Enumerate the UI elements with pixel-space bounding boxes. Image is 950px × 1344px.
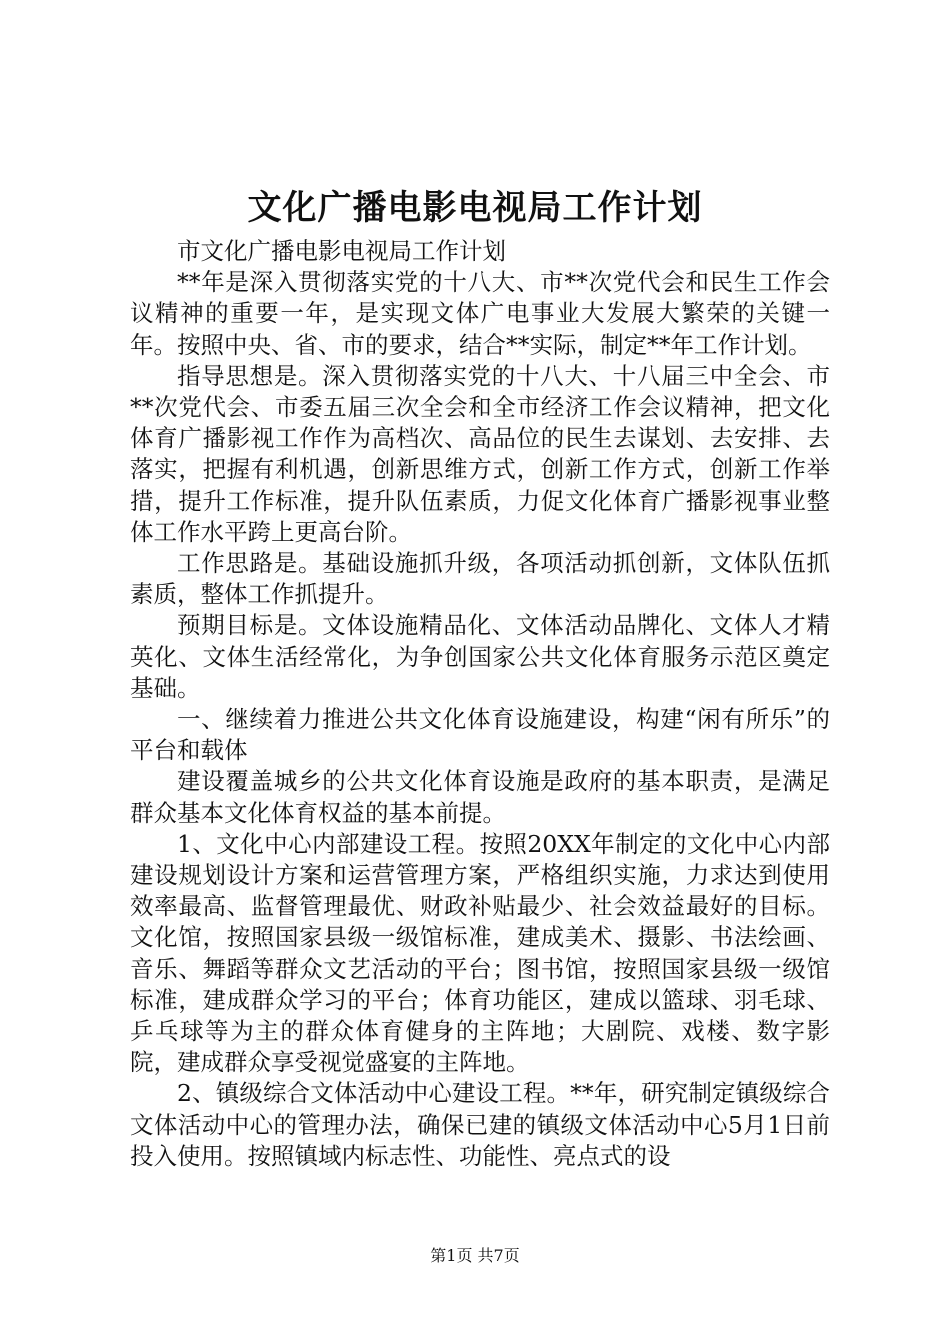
paragraph-section-1-intro: 建设覆盖城乡的公共文化体育设施是政府的基本职责，是满足群众基本文化体育权益的基本前提。 — [130, 767, 830, 827]
paragraph-item-2: 2、镇级综合文体活动中心建设工程。**年，研究制定镇级综合文体活动中心的管理办法，确保已建的镇级文体活动中心5月1日前投入使用。按照镇域内标志性、功能性、亮点式的设 — [130, 1079, 830, 1170]
paragraph-guiding-ideology: 指导思想是。深入贯彻落实党的十八大、十八届三中全会、市**次党代会、市委五届三次全会和全市经济工作会议精神，把文化体育广播影视工作作为高档次、高品位的民生去谋划、去安排、去落实，把握有利机遇，创新思维方式，创新工作方式，创新工作举措，提升工作标准，提升队伍素质，力促文化体育广播影视事业整体工作水平跨上更高台阶。 — [130, 361, 830, 546]
paragraph-expected-goals: 预期目标是。文体设施精品化、文体活动品牌化、文体人才精英化、文体生活经常化，为争创国家公共文化体育服务示范区奠定基础。 — [130, 611, 830, 702]
page-number-footer: 第1页 共7页 — [430, 1246, 520, 1265]
paragraph-work-approach: 工作思路是。基础设施抓升级，各项活动抓创新，文体队伍抓素质，整体工作抓提升。 — [130, 549, 830, 609]
paragraph-subtitle: 市文化广播电影电视局工作计划 — [177, 237, 506, 265]
section-heading-1: 一、继续着力推进公共文化体育设施建设，构建“闲有所乐”的平台和载体 — [130, 705, 830, 765]
document-title: 文化广播电影电视局工作计划 — [247, 188, 703, 228]
paragraph-item-1: 1、文化中心内部建设工程。按照20XX年制定的文化中心内部建设规划设计方案和运营管理方案，严格组织实施，力求达到使用效率最高、监督管理最优、财政补贴最少、社会效益最好的目标。文化馆，按照国家县级一级馆标准，建成美术、摄影、书法绘画、音乐、舞蹈等群众文艺活动的平台；图书馆，按照国家县级一级馆标准，建成群众学习的平台；体育功能区，建成以篮球、羽毛球、乒乓球等为主的群众体育健身的主阵地；大剧院、戏楼、数字影院，建成群众享受视觉盛宴的主阵地。 — [130, 829, 830, 1077]
document-body — [130, 236, 830, 1172]
paragraph-intro: **年是深入贯彻落实党的十八大、市**次党代会和民生工作会议精神的重要一年，是实现文体广电事业大发展大繁荣的关键一年。按照中央、省、市的要求，结合**实际，制定**年工作计划。 — [130, 268, 830, 359]
